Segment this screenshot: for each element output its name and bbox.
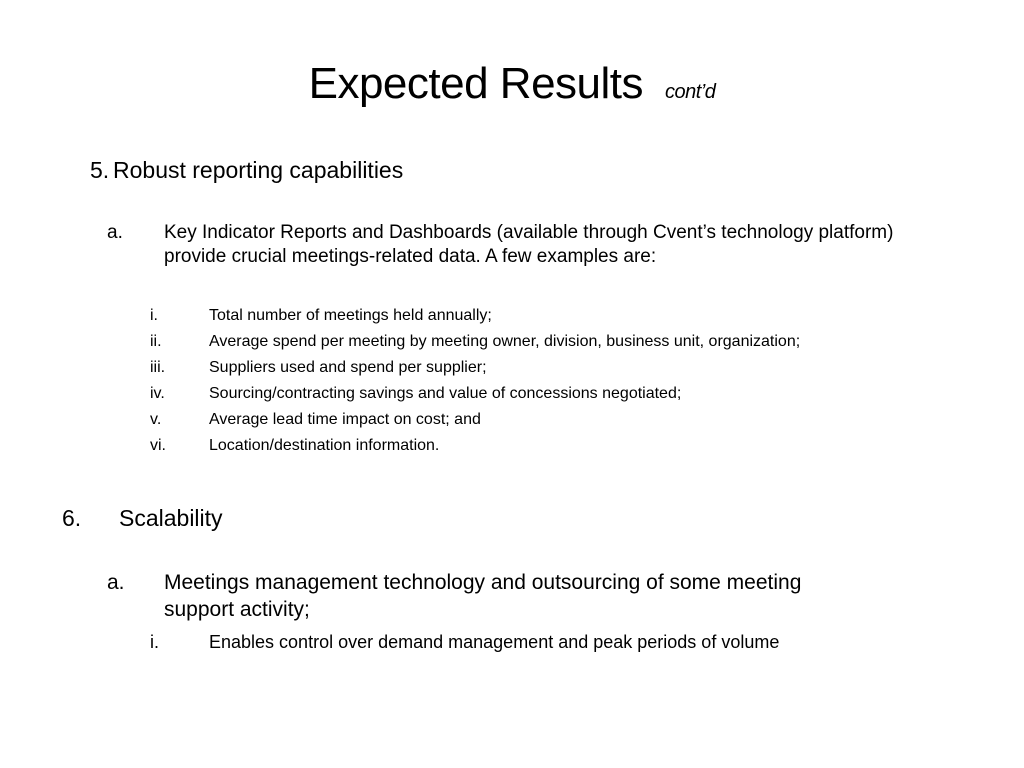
item-line-1: Meetings management technology and outsourcing of some meeting [164,571,802,594]
item-line-2: provide crucial meetings-related data. A few examples are: [164,246,657,267]
list-text: Sourcing/contracting savings and value of concessions negotiated; [209,385,682,402]
list-text: Enables control over demand management and peak periods of volume [209,632,780,652]
section-heading: Robust reporting capabilities [113,157,404,183]
section-number: 5. [90,157,110,183]
list-marker: iv. [150,385,165,402]
list-marker: i. [150,632,159,652]
list-text: Suppliers used and spend per supplier; [209,359,487,376]
list-marker: iii. [150,359,166,376]
slide-title [0,56,1024,120]
item-marker: a. [107,571,125,594]
title-text: Expected Results [308,59,644,108]
list-text: Average spend per meeting by meeting owner, division, business unit, organization; [209,333,801,350]
list-text: Location/destination information. [209,437,440,454]
section-number: 6. [62,505,82,531]
list-marker: ii. [150,333,162,350]
item-marker: a. [107,222,123,243]
list-marker: v. [150,411,162,428]
list-text: Total number of meetings held annually; [209,307,492,324]
list-marker: i. [150,307,158,324]
item-line-2: support activity; [164,598,310,621]
section-heading: Scalability [119,505,223,531]
item-line-1: Key Indicator Reports and Dashboards (available through Cvent’s technology platform) [164,222,894,243]
list-text: Average lead time impact on cost; and [209,411,481,428]
list-marker: vi. [150,437,166,454]
title-suffix: cont’d [665,81,716,103]
